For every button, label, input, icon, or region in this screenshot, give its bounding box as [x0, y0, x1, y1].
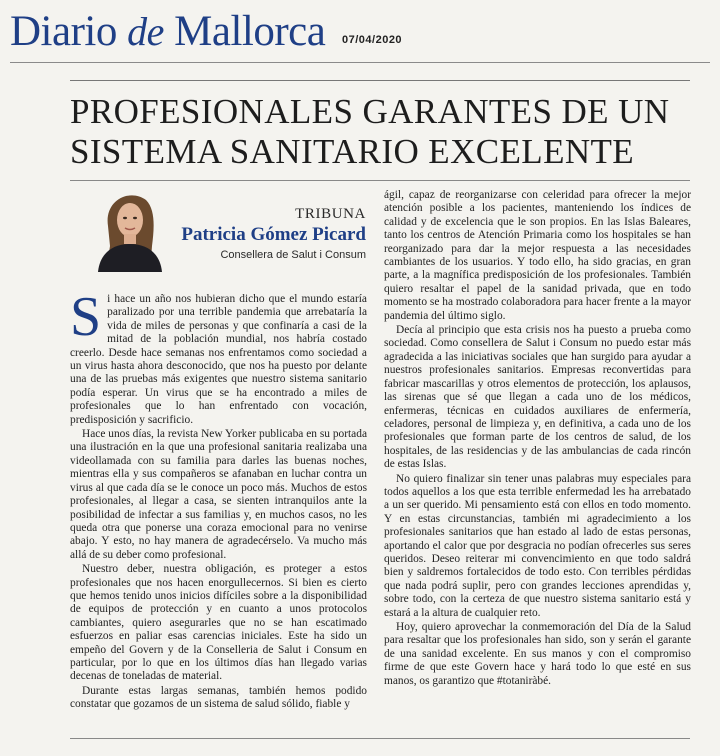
divider-headline [70, 180, 690, 181]
paragraph: Durante estas largas semanas, también hemos podido constatar que gozamos de un sistema de salud sólido, fiable y [70, 684, 367, 711]
author-portrait-image [90, 186, 168, 272]
logo-text-de: de [127, 9, 164, 54]
publication-date: 07/04/2020 [342, 34, 403, 46]
author-role: Consellera de Salut i Consum [220, 249, 366, 261]
paragraph: Nuestro deber, nuestra obligación, es proteger a estos profesionales que nos hacen enorgullecernos. Si bien es cierto que hemos tenido unos inicios difíciles sobre a la disponibilidad de equipos de protección y en cuanto a unos protocolos cambiantes, quiero asegurarles que no se han escatimado esfuerzos en paliar esas carencias iniciales. Este ha sido un empeño del Govern y de la Conselleria de Salut i Consum en particular, por lo que en los últimos días han llegado varias decenas de toneladas de material. [70, 563, 367, 683]
logo-text-mallorca: Mallorca [163, 8, 326, 55]
drop-cap: S [70, 286, 102, 348]
paragraph: No quiero finalizar sin tener unas palabras muy especiales para todos aquellos a los que esta terrible enfermedad les ha arrebatado a un ser querido. Mi pensamiento está con ellos en todo momento. Y en estas circunstancias, también mi agradecimiento a los profesionales sanitarios que han estado al lado de estas personas, aportando el calor que por desgracia no podían ofrecerles sus seres queridos. Deseo reiterar mi convencimiento en que todo saldrá bien y saldremos fortalecidos de todo esto. Con terribles pérdidas que nada podrá suplir, pero con grandes lecciones aprendidas y, sobre todo, con la certeza de que nuestro sistema sanitario está y estará a la altura de cualquier reto. [384, 472, 691, 619]
newspaper-logo [10, 6, 325, 58]
logo-text-diario: Diario [10, 8, 128, 55]
article-headline: PROFESIONALES GARANTES DE UN SISTEMA SANITARIO EXCELENTE [70, 92, 670, 171]
paragraph: ágil, capaz de reorganizarse con celeridad para ofrecer la mejor atención posible a los pacientes, manteniendo los índices de calidad y de excelencia que le son propios. En las Islas Baleares, tanto los centros de Atención Primaria como los hospitales se han reorganizado para dar la mejor respuesta a las necesidades cambiantes de los usuarios. Y todo ello, ha sido gracias, en gran parte, a la magnífica predisposición de los profesionales. También quiero resaltar el papel de la sanidad privada, que en todo momento se ha mostrado colaboradora para hacer frente a la mayor pandemia del último siglo. [384, 189, 691, 322]
paragraph: Hoy, quiero aprovechar la conmemoración del Día de la Salud para resaltar que los profesionales han sido, son y serán el garante de una sanidad excelente. En sus manos y con el compromiso firme de que este Govern hace y hará todo lo que esté en sus manos, os garantizo que #totaniràbé. [384, 621, 691, 687]
paragraph: Hace unos días, la revista New Yorker publicaba en su portada una ilustración en la que una profesional sanitaria realizaba una videollamada con su familia para darles las buenas noches, mientras ella y sus compañeros se afanaban en luchar contra un virus al que cada día se le conoce un poco más. Muchos de estos profesionales, al llegar a casa, se sienten intranquilos ante la posibilidad de infectar a sus familias y, en muchos casos, no les queda otra que ponerse una coraza emocional para no venirse abajo. Y esto, no hay manera de agradecérselo. Va mucho más allá de su deber como profesional. [70, 428, 367, 561]
section-label: TRIBUNA [295, 206, 366, 222]
author-box [70, 186, 370, 278]
masthead [10, 6, 710, 63]
author-name: Patricia Gómez Picard [181, 224, 366, 245]
article-column-2 [384, 189, 691, 688]
divider-bottom [70, 738, 690, 739]
article-column-1 [70, 286, 367, 712]
paragraph-text: i hace un año nos hubieran dicho que el mundo estaría paralizado por una terrible pandemia que arrebataría la vida de miles de personas y que confinaría a casi de la mitad de la población mundial, nos habría costado creerlo. Desde hace semanas nos enfrentamos como sociedad a un virus hasta ahora desconocido, que nos ha puesto por delante una de las pruebas más exigentes que nuestro sistema sanitario podía esperar. Un virus que se ha encontrado a miles de profesionales que lo han enfrentado con vocación, predisposición y sacrificio. [70, 293, 367, 426]
author-photo [90, 186, 168, 272]
divider-top [70, 80, 690, 81]
paragraph [70, 286, 367, 427]
paragraph: Decía al principio que esta crisis nos ha puesto a prueba como sociedad. Como consellera de Salut i Consum no puedo estar más agradecida a las iniciativas sociales que han surgido para ayudar a nuestros profesionales sanitarios. Empresas reconvertidas para fabricar mascarillas y otros elementos de protección, los aplausos, las sirenas que sé que llegan a cada uno de los médicos, enfermeras, técnicas en cuidados auxiliares de enfermería, celadores, personal de limpieza y, en definitiva, a cada uno de los profesionales que forman parte de los centros de salud, de los hospitales, de las residencias y de las ambulancias de cada rincón de estas Islas. [384, 324, 691, 471]
